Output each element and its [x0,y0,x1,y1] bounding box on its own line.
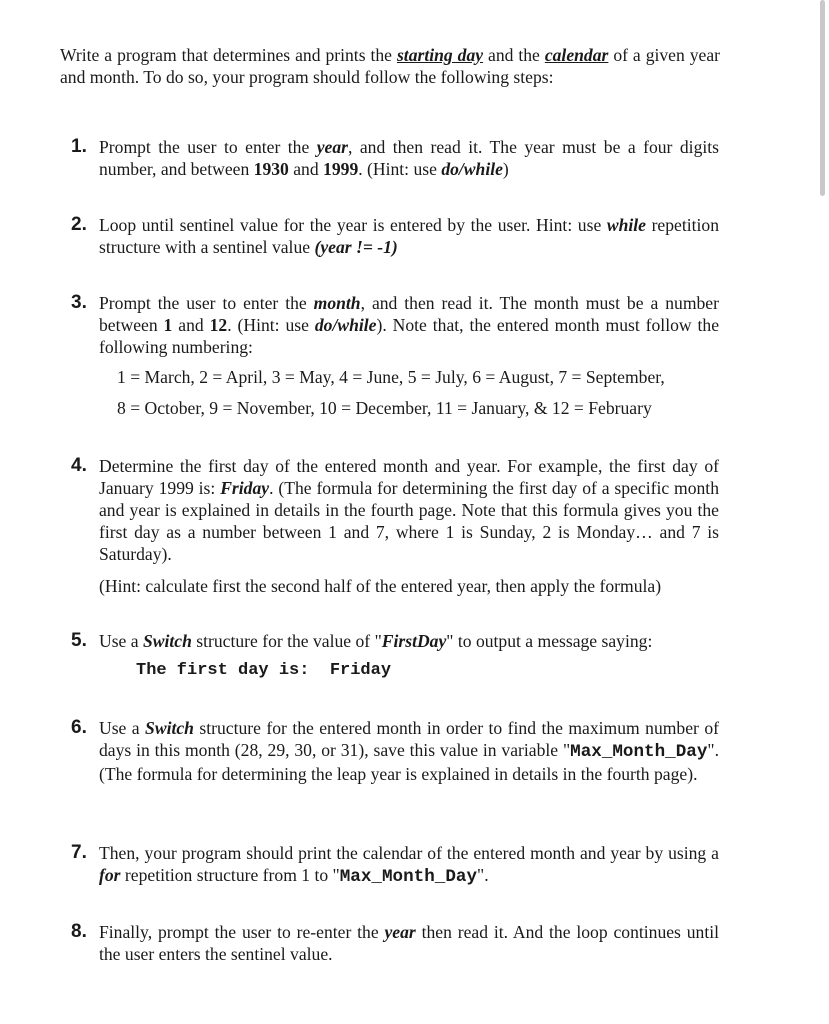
step-text: Use a Switch structure for the value of "FirstDay" to output a message saying: [99,631,653,651]
step-1 [60,136,720,180]
intro-text: Write a program that determines and prints the [60,45,397,65]
step-text: Determine the first day of the entered month and year. For example, the first day of January 1999 is: Friday. (The formula for determining the first day of a specific month and year is explained in details in the fourth page. Note that this formula gives you the first day as a number between 1 and 7, where 1 is Sunday, 2 is Monday… and 7 is Saturday). [99,456,719,564]
intro-text: of a given year and month. To do so, your program should follow the following steps: [60,45,721,87]
step-text: Use a Switch structure for the entered month in order to find the maximum number of days in this month (28, 29, 30, or 31), save this value in variable "Max_Month_Day". (The formula for determining the leap year is explained in details in the fourth page). [99,718,719,784]
calendar-term: calendar [544,45,609,65]
step-number: 3. [71,292,87,313]
step-number: 5. [71,630,87,651]
document-page [60,44,721,964]
step-6 [60,717,720,785]
scrollbar[interactable] [820,0,825,196]
step-7 [60,842,720,888]
step-hint: (Hint: calculate first the second half of the entered year, then apply the formula) [99,576,662,596]
step-number: 6. [71,717,87,738]
starting-day-term: starting day [396,45,484,65]
step-number: 2. [71,214,87,235]
intro-paragraph [60,44,720,88]
step-text: Prompt the user to enter the month, and then read it. The month must be a number between 1 and 12. (Hint: use do/while). Note that, the entered month must follow the following numbering: [99,293,720,357]
step-4 [60,455,720,597]
step-number: 4. [71,455,87,476]
step-5 [60,630,720,682]
intro-text: and the [483,45,545,65]
step-text: Loop until sentinel value for the year is entered by the user. Hint: use while repetition structure with a sentinel value (year != -1) [99,215,719,257]
step-number: 7. [71,842,87,863]
step-number: 8. [71,921,87,942]
month-numbering-line-1: 1 = March, 2 = April, 3 = May, 4 = June, 5 = July, 6 = August, 7 = September, [117,367,665,387]
step-text: Prompt the user to enter the year, and then read it. The year must be a four digits number, and between 1930 and 1999. (Hint: use do/while) [99,137,719,179]
step-number: 1. [71,136,87,157]
step-3 [60,292,720,428]
step-8 [60,921,720,965]
step-2 [60,214,720,258]
step-text: Finally, prompt the user to re-enter the year then read it. And the loop continues until the user enters the sentinel value. [99,922,719,964]
output-example: The first day is: Friday [136,661,392,680]
step-text: Then, your program should print the calendar of the entered month and year by using a for repetition structure from 1 to "Max_Month_Day". [99,843,719,887]
month-numbering-line-2: 8 = October, 9 = November, 10 = December, 11 = January, & 12 = February [117,398,652,418]
